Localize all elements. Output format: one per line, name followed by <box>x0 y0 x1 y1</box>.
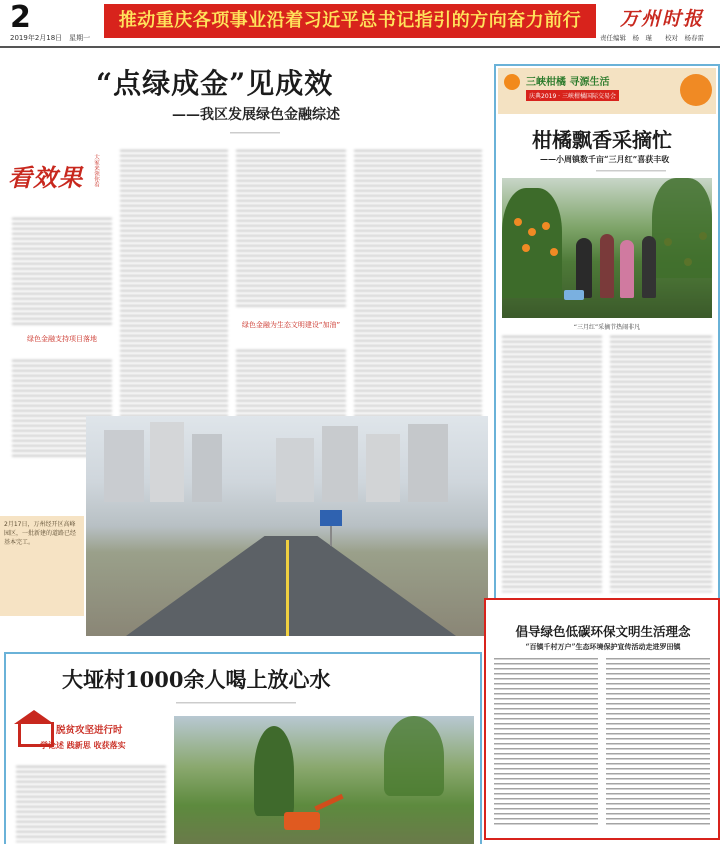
visitor-4 <box>642 236 656 298</box>
building-5 <box>322 426 358 502</box>
road-sign-pole <box>330 526 332 546</box>
banner-text: 推动重庆各项事业沿着习近平总书记指引的方向奋力前行 <box>118 10 582 31</box>
quote-box-2 <box>238 320 344 344</box>
tree-left <box>502 188 562 298</box>
quote-2: 绿色金融为生态文明建设“加油” <box>241 321 341 329</box>
water-title: 大垭村1000余人喝上放心水 <box>62 667 331 692</box>
quote-box-1 <box>14 334 110 356</box>
orange-icon <box>504 74 520 90</box>
citrus-caption: “三月红”采摘节热闹非凡 <box>573 324 641 331</box>
quote-1: 绿色金融支持项目落地 <box>27 335 97 343</box>
highlight-col-2 <box>606 658 710 828</box>
building-3 <box>192 434 222 502</box>
photo-caption: 2月17日，万州经开区高峰园区，一批新建的道路已经基本完工。 <box>4 521 77 546</box>
visitor-3 <box>620 240 634 298</box>
road-photo <box>86 416 488 636</box>
tree-right <box>652 178 712 278</box>
badge-look-results <box>8 150 99 210</box>
feature-col-3 <box>236 150 346 310</box>
highlight-subtitle: “百镇千村万户”生态环境保护宣传活动走进罗田镇 <box>525 642 681 651</box>
water-col-1 <box>16 766 166 842</box>
feature-article <box>0 50 486 412</box>
building-4 <box>276 438 314 502</box>
badge-side-note: 大家来领你看 <box>93 154 99 187</box>
water-byline <box>176 702 296 706</box>
page-number: 2 <box>10 0 31 35</box>
excavator <box>284 812 320 830</box>
citrus-title: 柑橘飘香采摘忙 <box>532 128 672 152</box>
citrus-col-2 <box>610 336 712 592</box>
tree <box>254 726 294 816</box>
citrus-photo <box>502 178 712 318</box>
visitor-2 <box>600 234 614 298</box>
highlight-col-1 <box>494 658 598 828</box>
masthead <box>0 0 720 44</box>
feature-subtitle: ——我区发展绿色金融综述 <box>172 107 340 123</box>
basket <box>564 290 584 300</box>
highlight-title: 倡导绿色低碳环保文明生活理念 <box>515 624 691 639</box>
building-7 <box>408 424 448 502</box>
water-article <box>4 652 482 844</box>
building-2 <box>150 422 184 502</box>
feature-col-4 <box>354 150 482 450</box>
byline <box>230 132 280 136</box>
banner <box>104 4 596 38</box>
logo: 万州时报 <box>620 8 705 30</box>
building-1 <box>104 430 144 502</box>
badge-title: 脱贫攻坚进行时 <box>56 725 123 736</box>
feature-col-2 <box>120 150 228 450</box>
citrus-article <box>494 64 720 600</box>
badge-text: 看效果 <box>8 163 83 192</box>
road-center-line <box>286 540 289 636</box>
orange-icon-large <box>680 74 712 106</box>
citrus-subtitle: ——小周镇数千亩“三月红”喜获丰收 <box>540 154 670 164</box>
road-sign <box>320 510 342 526</box>
editors-line: 责任编辑 杨 瑾 校对 杨春雷 <box>600 34 704 42</box>
orange-cluster <box>514 218 522 226</box>
road-surface <box>126 536 456 636</box>
citrus-col-1 <box>502 336 602 592</box>
tree-2 <box>384 716 444 796</box>
citrus-series-label: 三峡柑橘 寻源生活 <box>526 77 610 88</box>
building-6 <box>366 434 400 502</box>
water-photo <box>174 716 474 844</box>
citrus-byline <box>596 170 666 174</box>
issue-date: 2019年2月18日 星期一 <box>10 34 91 42</box>
masthead-rule <box>0 46 720 48</box>
citrus-series-sublabel: 庆典2019 · 三峡柑橘国际交易会 <box>526 90 619 101</box>
house-roof-icon <box>14 710 54 724</box>
feature-col-1 <box>12 218 112 328</box>
feature-title: “点绿成金”见成效 <box>96 67 334 100</box>
excavator-arm <box>314 794 343 811</box>
photo-caption-box <box>0 516 84 616</box>
visitor-1 <box>576 238 592 298</box>
poverty-badge <box>14 718 164 758</box>
citrus-series-banner <box>498 68 716 114</box>
highlight-article <box>484 598 720 840</box>
badge-subtitle: 学论述 践新思 收获落实 <box>40 741 126 750</box>
